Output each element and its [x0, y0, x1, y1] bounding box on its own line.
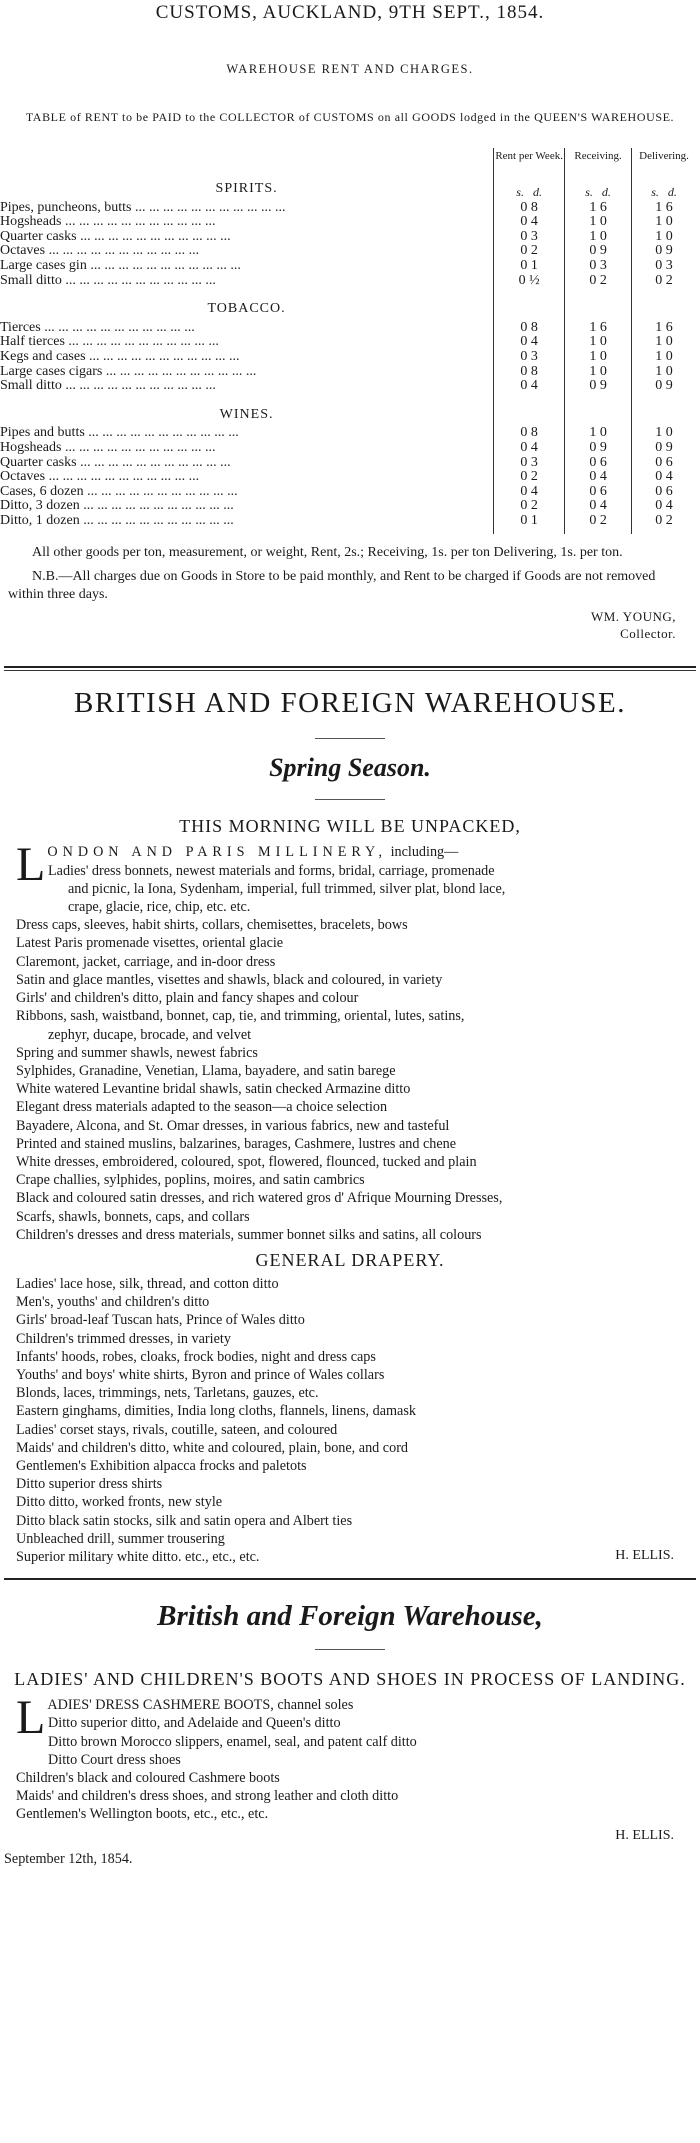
rent-value: 0 4 [494, 335, 565, 350]
item-name: Pipes, puncheons, butts ... ... ... ... ... ... ... ... ... ... ... [0, 200, 286, 215]
leader-dots: ... ... ... ... ... ... ... ... ... ... ... [45, 244, 200, 259]
list-item: Infants' hoods, robes, cloaks, frock bodies, night and dress caps [16, 1348, 376, 1365]
rent-table-header [0, 148, 696, 168]
list-item: Children's dresses and dress materials, summer bonnet silks and satins, all colours [16, 1226, 482, 1243]
table-section-row [0, 394, 696, 427]
ornament-rule [315, 799, 385, 800]
list-item: Ditto superior ditto, and Adelaide and Queen's ditto [48, 1715, 341, 1732]
leader-dots: ... ... ... ... ... ... ... ... ... ... ... [86, 258, 241, 273]
list-item: Claremont, jacket, carriage, and in-door dress [16, 953, 276, 970]
drapery-list [16, 1275, 692, 1566]
delivering-value: 1 0 [632, 335, 696, 350]
list-item: Youths' and boys' white shirts, Byron and prince of Wales collars [16, 1366, 385, 1383]
list-item: Unbleached drill, summer trousering [16, 1530, 225, 1547]
rent-value: 0 2 [494, 470, 565, 485]
list-item: Ladies' lace hose, silk, thread, and cotton ditto [16, 1275, 279, 1292]
table-section-row [0, 288, 696, 321]
table-row [0, 441, 696, 456]
delivering-value: 0 6 [632, 485, 696, 500]
leader-dots: ... ... ... ... ... ... ... ... ... ... ... [79, 513, 234, 528]
ad2-signer: H. ELLIS. [615, 1827, 674, 1843]
item-name: Small ditto ... ... ... ... ... ... ... ... ... ... ... [0, 273, 216, 288]
table-row [0, 350, 696, 365]
delivering-value: 0 9 [632, 441, 696, 456]
list-item: White dresses, embroidered, coloured, spot, flowered, flounced, tucked and plain [16, 1153, 477, 1170]
ad2-first-item: ADIES' DRESS CASHMERE BOOTS, channel soles [47, 1697, 354, 1714]
unit-label [651, 185, 677, 199]
leader-dots: ... ... ... ... ... ... ... ... ... ... ... [76, 229, 231, 244]
item-name: Octaves ... ... ... ... ... ... ... ... ... ... ... [0, 244, 200, 259]
list-item: Superior military white ditto. etc., etc., etc. [16, 1548, 260, 1565]
item-name: Hogsheads ... ... ... ... ... ... ... ... ... ... ... [0, 440, 216, 455]
leader-dots: ... ... ... ... ... ... ... ... ... ... ... [102, 364, 257, 379]
ad2-date: September 12th, 1854. [4, 1850, 133, 1867]
list-item: Ladies' corset stays, rivals, coutille, sateen, and coloured [16, 1421, 338, 1438]
delivering-value: 0 9 [632, 379, 696, 394]
table-row [0, 485, 696, 500]
drop-cap: L [16, 838, 46, 892]
list-item: White watered Levantine bridal shawls, satin checked Armazine ditto [16, 1081, 411, 1098]
item-name: Ditto, 3 dozen ... ... ... ... ... ... ... ... ... ... ... [0, 499, 234, 514]
rent-value: 0 4 [494, 379, 565, 394]
rent-value: 0 2 [494, 499, 565, 514]
rent-value: 0 8 [494, 365, 565, 380]
delivering-value: 0 9 [632, 244, 696, 259]
customs-signer-title: Collector. [620, 626, 676, 642]
unit-d: d. [532, 185, 542, 199]
list-item: Ditto Court dress shoes [48, 1751, 181, 1768]
item-name: Large cases cigars ... ... ... ... ... ... ... ... ... ... ... [0, 364, 257, 379]
list-item: Children's black and coloured Cashmere boots [16, 1770, 280, 1786]
customs-title: CUSTOMS, AUCKLAND, 9TH SEPT., 1854. [155, 2, 545, 23]
drapery-title: GENERAL DRAPERY. [255, 1249, 445, 1270]
list-item: Gentlemen's Exhibition alpacca frocks and paletots [16, 1457, 307, 1474]
list-item: Children's trimmed dresses, in variety [16, 1330, 231, 1347]
leader-dots: ... ... ... ... ... ... ... ... ... ... ... [131, 200, 286, 215]
delivering-value: 0 6 [632, 456, 696, 471]
section-name: WINES. [219, 406, 274, 422]
ornament-rule [315, 1649, 385, 1650]
ad1-title: BRITISH AND FOREIGN WAREHOUSE. [74, 687, 626, 720]
customs-subtitle: WAREHOUSE RENT AND CHARGES. [226, 62, 474, 76]
leader-dots: ... ... ... ... ... ... ... ... ... ... ... [85, 349, 240, 364]
delivering-value: 1 0 [632, 215, 696, 230]
list-item: Black and coloured satin dresses, and rich watered gros d' Afrique Mourning Dresses, [16, 1190, 503, 1207]
list-item: Scarfs, shawls, bonnets, caps, and collars [16, 1208, 250, 1225]
leader-dots: ... ... ... ... ... ... ... ... ... ... ... [61, 379, 216, 394]
delivering-value: 0 3 [632, 259, 696, 274]
leader-dots: ... ... ... ... ... ... ... ... ... ... ... [64, 335, 219, 350]
table-row [0, 365, 696, 380]
table-row [0, 426, 696, 441]
list-item: Ditto superior dress shirts [16, 1476, 163, 1493]
rent-value: 0 3 [494, 350, 565, 365]
customs-signer: WM. YOUNG, [590, 609, 676, 625]
unit-d: d. [667, 185, 677, 199]
receiving-value: 1 0 [565, 230, 632, 245]
delivering-value: 0 2 [632, 274, 696, 289]
item-name: Ditto, 1 dozen ... ... ... ... ... ... ... ... ... ... ... [0, 513, 234, 528]
customs-note-nb: N.B.—All charges due on Goods in Store to be paid monthly, and Rent to be charged if Goods are not removed within three days. [8, 569, 656, 603]
item-name: Quarter casks ... ... ... ... ... ... ... ... ... ... ... [0, 455, 231, 470]
leader-dots: ... ... ... ... ... ... ... ... ... ... ... [76, 455, 231, 470]
rent-value: 0 2 [494, 244, 565, 259]
list-item: Spring and summer shawls, newest fabrics [16, 1044, 258, 1061]
item-name: Small ditto ... ... ... ... ... ... ... ... ... ... ... [0, 379, 216, 394]
table-row [0, 274, 696, 289]
ad2-title: British and Foreign Warehouse, [157, 1600, 543, 1633]
table-row [0, 201, 696, 216]
table-row [0, 456, 696, 471]
item-name: Large cases gin ... ... ... ... ... ... ... ... ... ... ... [0, 258, 241, 273]
list-item: Ditto ditto, worked fronts, new style [16, 1494, 223, 1511]
list-item: Ditto black satin stocks, silk and satin opera and Albert ties [16, 1512, 353, 1529]
table-row [0, 321, 696, 336]
rent-table [0, 148, 696, 534]
receiving-value: 1 0 [565, 350, 632, 365]
receiving-value: 0 4 [565, 499, 632, 514]
table-row [0, 514, 696, 529]
list-item: Ditto brown Morocco slippers, enamel, seal, and patent calf ditto [48, 1733, 417, 1750]
list-item: Blonds, laces, trimmings, nets, Tarletans, gauzes, etc. [16, 1385, 319, 1402]
table-row [0, 259, 696, 274]
receiving-value: 1 6 [565, 321, 632, 336]
list-item: Maids' and children's ditto, white and coloured, plain, bone, and cord [16, 1439, 409, 1456]
ad2-boots-list [16, 1691, 692, 1823]
drop-cap: L [16, 1691, 46, 1745]
rent-value: 0 4 [494, 485, 565, 500]
list-item: Crape challies, sylphides, poplins, moires, and satin cambrics [16, 1172, 365, 1189]
list-item: Ribbons, sash, waistband, bonnet, cap, tie, and trimming, oriental, lutes, satins, [16, 1008, 465, 1025]
item-name: Half tierces ... ... ... ... ... ... ... ... ... ... ... [0, 335, 219, 350]
list-item: Gentlemen's Wellington boots, etc., etc., etc. [16, 1806, 269, 1823]
delivering-value: 1 0 [632, 365, 696, 380]
list-item: Bayadere, Alcona, and St. Omar dresses, in various fabrics, new and tasteful [16, 1117, 450, 1134]
col-delivering: Delivering. [632, 148, 696, 168]
rent-value: 0 8 [494, 201, 565, 216]
rent-value: 0 1 [494, 514, 565, 529]
leader-dots: ... ... ... ... ... ... ... ... ... ... ... [45, 470, 200, 485]
rent-value: 0 4 [494, 441, 565, 456]
receiving-value: 1 0 [565, 426, 632, 441]
section-name: SPIRITS. [215, 181, 278, 196]
table-row [0, 470, 696, 485]
rent-value: 0 4 [494, 215, 565, 230]
leader-dots: ... ... ... ... ... ... ... ... ... ... ... [83, 484, 238, 499]
table-row [0, 379, 696, 394]
delivering-value: 0 4 [632, 499, 696, 514]
list-item: Maids' and children's dress shoes, and strong leather and cloth ditto [16, 1788, 399, 1805]
receiving-value: 0 9 [565, 244, 632, 259]
section-divider [4, 666, 696, 668]
list-item: Ladies' dress bonnets, newest materials and forms, bridal, carriage, promenade [48, 862, 495, 879]
receiving-value: 0 9 [565, 379, 632, 394]
ad1-unpacked: THIS MORNING WILL BE UNPACKED, [179, 816, 521, 837]
section-divider [4, 1578, 696, 1580]
list-item: Eastern ginghams, dimities, India long cloths, flannels, linens, damask [16, 1403, 416, 1420]
list-item: Sylphides, Granadine, Venetian, Llama, bayadere, and satin barege [16, 1062, 396, 1079]
section-divider-thin [4, 670, 696, 671]
rent-value: 0 8 [494, 321, 565, 336]
leader-dots: ... ... ... ... ... ... ... ... ... ... ... [79, 499, 234, 514]
receiving-value: 1 0 [565, 335, 632, 350]
section-name: TOBACCO. [207, 301, 286, 317]
unit-s: s. [651, 185, 659, 199]
rent-value: 0 3 [494, 456, 565, 471]
rent-value: 0 3 [494, 230, 565, 245]
table-row [0, 244, 696, 259]
rent-value: 0 ½ [494, 274, 565, 289]
table-section-row [0, 168, 696, 201]
item-name: Kegs and cases ... ... ... ... ... ... ... ... ... ... ... [0, 349, 240, 364]
leader-dots: ... ... ... ... ... ... ... ... ... ... ... [40, 320, 195, 335]
leader-dots: ... ... ... ... ... ... ... ... ... ... ... [61, 273, 216, 288]
receiving-value: 0 4 [565, 470, 632, 485]
customs-intro: TABLE of RENT to be PAID to the COLLECTOR of CUSTOMS on all GOODS lodged in the QUEEN'S WAREHOUSE. [25, 110, 675, 124]
receiving-value: 1 6 [565, 201, 632, 216]
delivering-value: 1 6 [632, 321, 696, 336]
leader-dots: ... ... ... ... ... ... ... ... ... ... ... [61, 215, 216, 230]
list-item: Satin and glace mantles, visettes and shawls, black and coloured, in variety [16, 971, 443, 988]
item-name: Pipes and butts ... ... ... ... ... ... ... ... ... ... ... [0, 426, 239, 441]
receiving-value: 0 9 [565, 441, 632, 456]
receiving-value: 1 0 [565, 365, 632, 380]
delivering-value: 1 6 [632, 201, 696, 216]
delivering-value: 0 4 [632, 470, 696, 485]
leader-dots: ... ... ... ... ... ... ... ... ... ... ... [84, 426, 239, 441]
list-item: Girls' and children's ditto, plain and fancy shapes and colour [16, 990, 359, 1007]
item-name: Quarter casks ... ... ... ... ... ... ... ... ... ... ... [0, 229, 231, 244]
item-name: Cases, 6 dozen ... ... ... ... ... ... ... ... ... ... ... [0, 484, 238, 499]
delivering-value: 1 0 [632, 230, 696, 245]
ad1-lead: ONDON AND PARIS MILLINERY, including— [47, 844, 459, 861]
receiving-value: 0 2 [565, 514, 632, 529]
delivering-value: 1 0 [632, 350, 696, 365]
table-row [0, 499, 696, 514]
list-item: Dress caps, sleeves, habit shirts, collars, chemisettes, bracelets, bows [16, 917, 408, 934]
unit-s: s. [516, 185, 524, 199]
list-item: Elegant dress materials adapted to the season—a choice selection [16, 1099, 388, 1116]
col-rent: Rent per Week. [494, 148, 565, 168]
unit-label [516, 185, 542, 199]
unit-label [585, 185, 611, 199]
item-name: Octaves ... ... ... ... ... ... ... ... ... ... ... [0, 470, 200, 485]
item-name: Tierces ... ... ... ... ... ... ... ... ... ... ... [0, 320, 195, 335]
receiving-value: 0 6 [565, 485, 632, 500]
ad2-heading: LADIES' AND CHILDREN'S BOOTS AND SHOES IN PROCESS OF LANDING. [14, 1669, 686, 1690]
leader-dots: ... ... ... ... ... ... ... ... ... ... ... [61, 440, 216, 455]
unit-d: d. [601, 185, 611, 199]
list-item: Girls' broad-leaf Tuscan hats, Prince of Wales ditto [16, 1312, 305, 1329]
ad1-signer: H. ELLIS. [615, 1548, 674, 1564]
delivering-value: 0 2 [632, 514, 696, 529]
item-name: Hogsheads ... ... ... ... ... ... ... ... ... ... ... [0, 215, 216, 230]
list-item: and picnic, la Iona, Sydenham, imperial, full trimmed, silver plat, blond lace, [68, 880, 506, 897]
ad1-season: Spring Season. [269, 753, 431, 783]
receiving-value: 0 6 [565, 456, 632, 471]
table-row [0, 335, 696, 350]
receiving-value: 0 2 [565, 274, 632, 289]
rent-value: 0 8 [494, 426, 565, 441]
ad1-millinery-list [16, 838, 692, 1243]
col-receiving: Receiving. [565, 148, 632, 168]
receiving-value: 1 0 [565, 215, 632, 230]
unit-s: s. [585, 185, 593, 199]
table-row [0, 230, 696, 245]
delivering-value: 1 0 [632, 426, 696, 441]
list-item: Men's, youths' and children's ditto [16, 1294, 210, 1311]
ornament-rule [315, 738, 385, 739]
list-item: Printed and stained muslins, balzarines, barages, Cashmere, lustres and chene [16, 1135, 457, 1152]
receiving-value: 0 3 [565, 259, 632, 274]
table-row [0, 215, 696, 230]
list-item: zephyr, ducape, brocade, and velvet [48, 1026, 252, 1043]
customs-note-other-goods: All other goods per ton, measurement, or weight, Rent, 2s.; Receiving, 1s. per ton Delivering, 1s. per ton. [32, 545, 623, 561]
list-item: crape, glacie, rice, chip, etc. etc. [68, 899, 251, 916]
list-item: Latest Paris promenade visettes, oriental glacie [16, 935, 284, 952]
rent-value: 0 1 [494, 259, 565, 274]
